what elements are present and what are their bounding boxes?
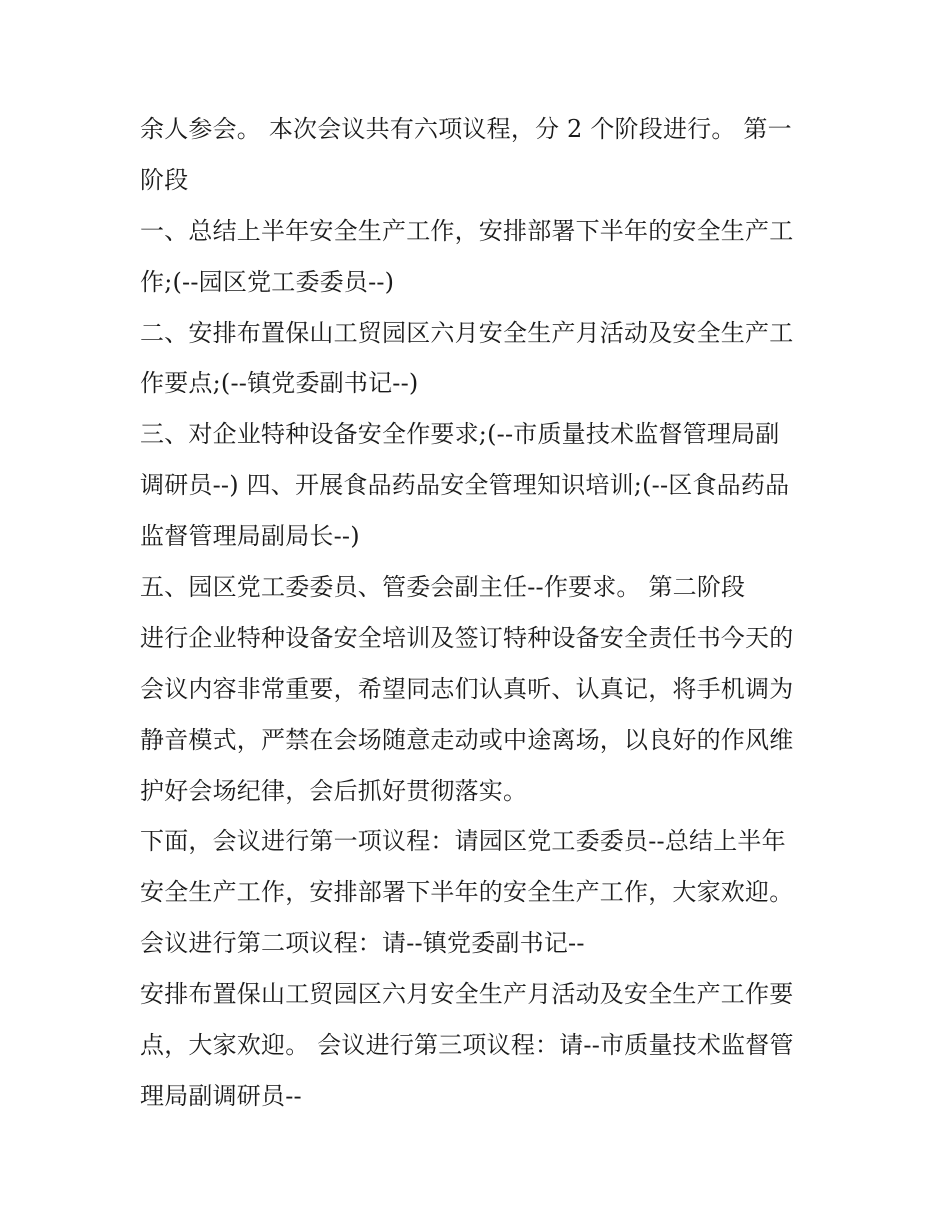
text-line: 监督管理局副局长--) (140, 522, 360, 551)
text-line: 三、对企业特种设备安全作要求;(--市质量技术监督管理局副 (140, 420, 780, 449)
text-line: 作;(--园区党工委委员--) (140, 267, 395, 296)
text-line: 阶段 (140, 165, 189, 194)
text-line: 一、总结上半年安全生产工作，安排部署下半年的安全生产工 (140, 216, 794, 245)
text-line: 进行企业特种设备安全培训及签订特种设备安全责任书今天的 (140, 623, 794, 652)
text-line: 安全生产工作，安排部署下半年的安全生产工作，大家欢迎。 (140, 878, 794, 907)
text-line: 会议内容非常重要，希望同志们认真听、认真记，将手机调为 (140, 674, 794, 703)
text-line: 下面，会议进行第一项议程：请园区党工委委员--总结上半年 (140, 827, 786, 856)
text-line: 会议进行第二项议程：请--镇党委副书记-- (140, 929, 585, 958)
text-line: 理局副调研员-- (140, 1081, 302, 1110)
text-line: 余人参会。 本次会议共有六项议程，分 2 个阶段进行。 第一 (140, 115, 792, 143)
text-line: 护好会场纪律，会后抓好贯彻落实。 (140, 776, 528, 805)
document-body (140, 104, 812, 1122)
text-line: 作要点;(--镇党委副书记--) (140, 369, 419, 398)
text-line: 五、园区党工委委员、管委会副主任--作要求。 第二阶段 (140, 573, 746, 602)
text-line: 调研员--) 四、开展食品药品安全管理知识培训;(--区食品药品 (140, 471, 790, 500)
text-line: 二、安排布置保山工贸园区六月安全生产月活动及安全生产工 (140, 318, 794, 347)
text-line: 静音模式，严禁在会场随意走动或中途离场，以良好的作风维 (140, 725, 794, 754)
text-line: 点，大家欢迎。 会议进行第三项议程：请--市质量技术监督管 (140, 1031, 794, 1060)
text-line: 安排布置保山工贸园区六月安全生产月活动及安全生产工作要 (140, 980, 794, 1009)
